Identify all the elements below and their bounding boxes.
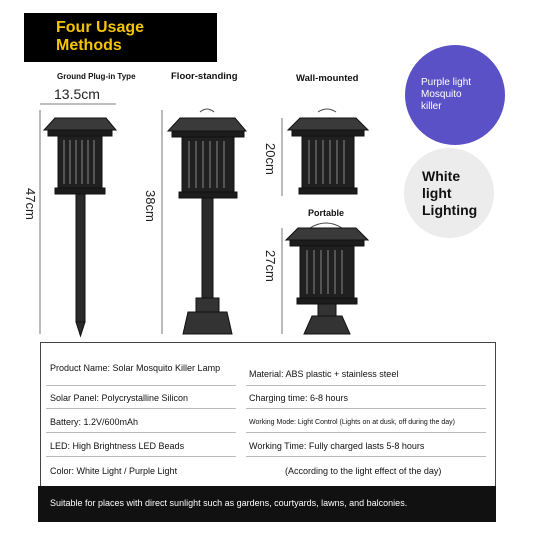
purple-light-mode-badge bbox=[405, 45, 505, 145]
dimension-floor-height: 38cm bbox=[143, 190, 158, 222]
spec-color-note: (According to the light effect of the day) bbox=[285, 466, 442, 476]
dimension-width: 13.5cm bbox=[54, 86, 100, 102]
spec-working-mode: Working Mode: Light Control (Lights on at dusk, off during the day) bbox=[249, 419, 455, 426]
row-divider bbox=[246, 408, 486, 409]
label-ground-plug-in: Ground Plug-in Type bbox=[57, 72, 136, 81]
purple-mode-line-1: Purple light bbox=[421, 77, 472, 88]
spec-charging-time: Charging time: 6-8 hours bbox=[249, 393, 349, 403]
wall-mounted-lamp bbox=[288, 109, 368, 194]
purple-mode-line-2: Mosquito bbox=[421, 89, 462, 100]
white-light-mode-badge bbox=[404, 148, 494, 238]
row-divider bbox=[246, 456, 486, 457]
row-divider bbox=[46, 456, 236, 457]
label-wall-mounted: Wall-mounted bbox=[296, 73, 359, 84]
spec-solar-panel: Solar Panel: Polycrystalline Silicon bbox=[50, 393, 189, 403]
dimension-wall-height: 20cm bbox=[263, 143, 278, 175]
floor-standing-lamp bbox=[168, 109, 246, 334]
specifications-table bbox=[40, 342, 496, 489]
row-divider bbox=[246, 432, 486, 433]
row-divider bbox=[246, 385, 486, 386]
row-divider bbox=[46, 408, 236, 409]
row-divider bbox=[46, 385, 236, 386]
spec-product-name: Product Name: Solar Mosquito Killer Lamp bbox=[50, 363, 221, 373]
spec-material: Material: ABS plastic + stainless steel bbox=[249, 369, 399, 379]
spec-color: Color: White Light / Purple Light bbox=[50, 466, 178, 476]
white-mode-line-3: Lighting bbox=[422, 201, 478, 218]
purple-mode-line-3: killer bbox=[421, 101, 442, 112]
dimension-portable-height: 27cm bbox=[263, 250, 278, 282]
title-line-2: Methods bbox=[56, 37, 122, 54]
spec-led: LED: High Brightness LED Beads bbox=[50, 441, 185, 451]
spec-battery: Battery: 1.2V/600mAh bbox=[50, 417, 139, 427]
label-portable: Portable bbox=[308, 208, 345, 218]
row-divider bbox=[46, 432, 236, 433]
white-mode-line-1: White bbox=[422, 167, 461, 184]
ground-plug-in-lamp bbox=[44, 118, 116, 336]
spec-working-time: Working Time: Fully charged lasts 5-8 hours bbox=[249, 441, 425, 451]
label-floor-standing: Floor-standing bbox=[171, 71, 238, 82]
title-line-1: Four Usage bbox=[56, 19, 145, 36]
dimension-ground-height: 47cm bbox=[23, 188, 38, 220]
white-mode-line-2: light bbox=[422, 184, 452, 201]
usage-footer: Suitable for places with direct sunlight such as gardens, courtyards, lawns, and balconies. bbox=[38, 486, 496, 522]
portable-lamp bbox=[286, 223, 368, 334]
